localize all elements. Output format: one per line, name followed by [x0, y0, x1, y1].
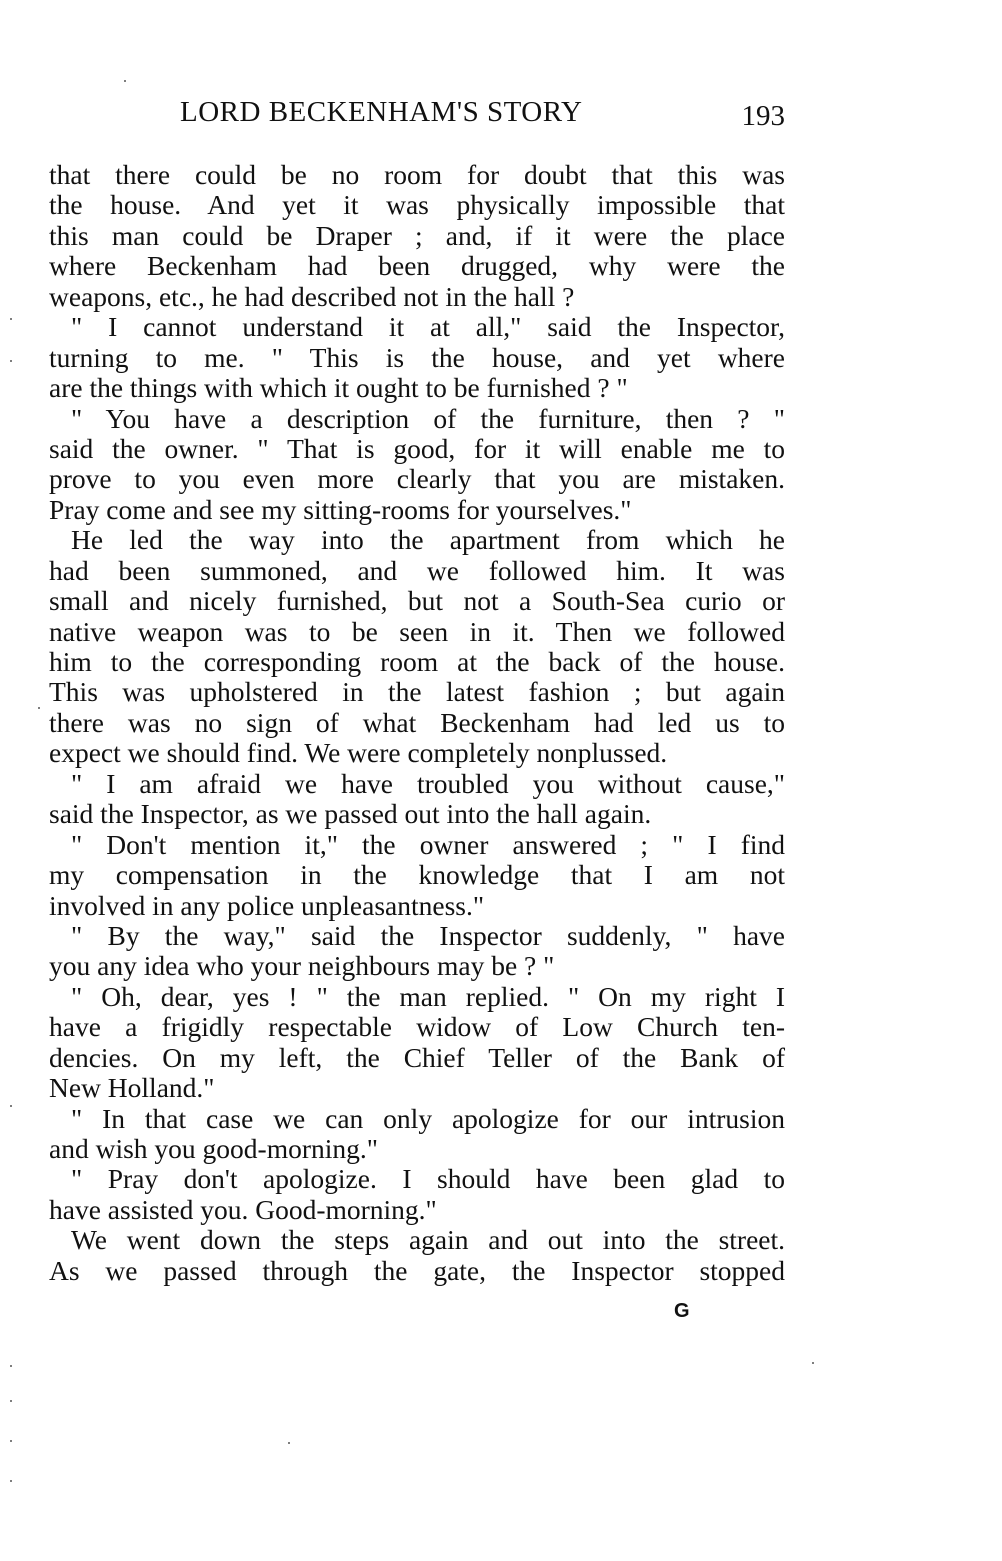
- text-line: you any idea who your neighbours may be ? ": [49, 950, 555, 982]
- text-line: dencies. On my left, the Chief Teller of the Bank of: [49, 1041, 785, 1073]
- scan-speck: [10, 1105, 12, 1107]
- scan-speck: [10, 1400, 12, 1402]
- text-line: " You have a description of the furniture, then ? ": [71, 402, 785, 434]
- text-line: that there could be no room for doubt that this was: [49, 159, 785, 190]
- text-line: had been summoned, and we followed him. It was: [49, 554, 785, 586]
- text-line: " Oh, dear, yes ! " the man replied. " On my right I: [71, 980, 785, 1012]
- text-line: small and nicely furnished, but not a South-Sea curio or: [49, 585, 785, 617]
- text-line: He led the way into the apartment from which he: [71, 524, 785, 556]
- text-line: are the things with which it ought to be furnished ? ": [49, 372, 628, 404]
- text-line: " I am afraid we have troubled you without cause,": [71, 767, 785, 799]
- text-line: this man could be Draper ; and, if it were the place: [49, 219, 785, 251]
- text-line: my compensation in the knowledge that I am not: [49, 859, 785, 891]
- text-line: where Beckenham had been drugged, why were the: [49, 250, 785, 282]
- scan-speck: [812, 1362, 814, 1364]
- text-line: involved in any police unpleasantness.": [49, 889, 485, 921]
- text-line: " In that case we can only apologize for our intrusion: [71, 1102, 785, 1134]
- body-text: [49, 160, 785, 1286]
- page-number: 193: [741, 100, 785, 132]
- text-line: said the owner. " That is good, for it will enable me to: [49, 432, 785, 464]
- scan-speck: [10, 1440, 12, 1442]
- scan-speck: [288, 1442, 290, 1444]
- running-title: LORD BECKENHAM'S STORY: [180, 96, 583, 128]
- text-line: expect we should find. We were completely nonplussed.: [49, 737, 668, 769]
- text-line: him to the corresponding room at the back of the house.: [49, 646, 785, 677]
- scan-speck: [38, 707, 40, 709]
- text-line: Pray come and see my sitting-rooms for yourselves.": [49, 493, 632, 525]
- scan-speck: [10, 360, 12, 362]
- text-line: there was no sign of what Beckenham had led us to: [49, 706, 785, 738]
- text-line: have assisted you. Good-morning.": [49, 1193, 437, 1225]
- text-line: " I cannot understand it at all," said the Inspector,: [71, 311, 785, 343]
- scan-speck: [124, 80, 126, 82]
- text-line: said the Inspector, as we passed out into the hall again.: [49, 798, 652, 830]
- text-line: As we passed through the gate, the Inspector stopped: [49, 1254, 785, 1286]
- signature-mark: G: [674, 1300, 690, 1322]
- scan-speck: [10, 1365, 12, 1367]
- text-line: weapons, etc., he had described not in the hall ?: [49, 280, 575, 312]
- text-line: We went down the steps again and out into the street.: [71, 1224, 785, 1256]
- text-line: " Don't mention it," the owner answered ; " I find: [71, 828, 785, 860]
- text-line: and wish you good-morning.": [49, 1133, 378, 1164]
- text-line: have a frigidly respectable widow of Low Church ten-: [49, 1011, 785, 1043]
- text-line: turning to me. " This is the house, and yet where: [49, 341, 785, 373]
- text-line: This was upholstered in the latest fashion ; but again: [49, 676, 785, 708]
- text-line: native weapon was to be seen in it. Then we followed: [49, 615, 785, 647]
- scan-speck: [10, 1480, 12, 1482]
- text-line: " Pray don't apologize. I should have been glad to: [71, 1163, 785, 1195]
- text-line: " By the way," said the Inspector suddenly, " have: [71, 919, 785, 951]
- text-line: New Holland.": [49, 1072, 215, 1104]
- running-head: [50, 96, 785, 136]
- text-line: the house. And yet it was physically impossible that: [49, 189, 785, 221]
- text-line: prove to you even more clearly that you are mistaken.: [49, 463, 785, 495]
- scan-speck: [10, 318, 12, 320]
